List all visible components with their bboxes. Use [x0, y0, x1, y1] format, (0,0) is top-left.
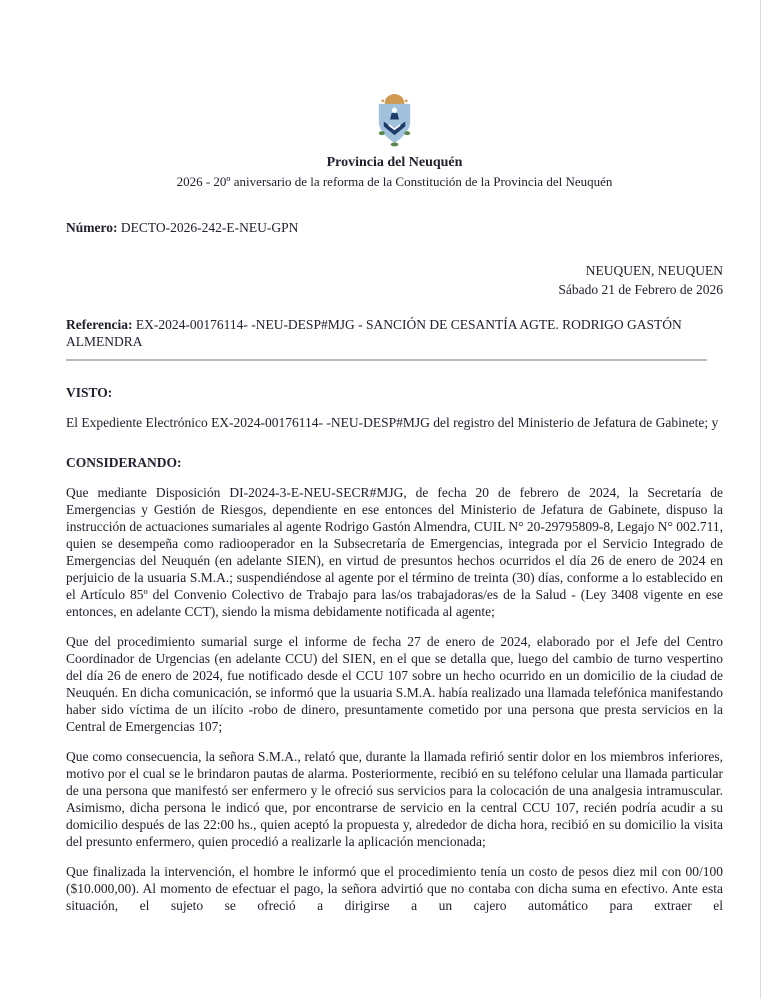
numero-value: DECTO-2026-242-E-NEU-GPN: [120, 220, 299, 235]
date-line: Sábado 21 de Febrero de 2026: [558, 282, 723, 297]
considerando-paragraph-3: Que como consecuencia, la señora S.M.A., relató que, durante la llamada refirió sentir dolor en los miembros inferiores, motivo por el cual se le brindaron pautas de alarma. Posteriormente, recibió en su teléfono celular una llamada particular de una persona que manifestó ser enfermero y le ofreció sus servicios para la colocación de una analgesia intramuscular. Asimismo, dicha persona le indicó que, por encontrarse de servicio en la central CCU 107, recién podría acudir a su domicilio después de las 22:00 hs., quien aceptó la propuesta y, alrededor de dicha hora, recibió en su domicilio la visita del presunto enfermero, quien procedió a realizarle la aplicación mencionada;: [66, 749, 723, 849]
considerando-paragraph-1: Que mediante Disposición DI-2024-3-E-NEU-SECR#MJG, de fecha 20 de febrero de 2024, la Secretaría de Emergencias y Gestión de Riesgos, dependiente en ese entonces del Ministerio de Jefatura de Gabinete, dispuso la instrucción de actuaciones sumariales al agente Rodrigo Gastón Almendra, CUIL N° 20-29795809-8, Legajo N° 002.711, quien se desempeña como radiooperador en la Subsecretaría de Emergencias, integrada por el Servicio Integrado de Emergencias del Neuquén (en adelante SIEN), en virtud de presuntos hechos ocurridos el día 26 de enero de 2024 en perjuicio de la usuaria S.M.A.; suspendiéndose al agente por el término de treinta (30) días, conforme a lo establecido en el Artículo 85º del Convenio Colectivo de Trabajo para las/os trabajadoras/es de la Salud - (Ley 3408 vigente en ese entonces, en adelante CCT), siendo la misma debidamente notificada al agente;: [66, 485, 723, 619]
place-line: NEUQUEN, NEUQUEN: [585, 263, 723, 278]
document-header: [66, 90, 723, 189]
province-title: Provincia del Neuquén: [326, 155, 463, 170]
anniversary-tagline: 2026 - 20º aniversario de la reforma de la Constitución de la Provincia del Neuquén: [176, 174, 613, 189]
referencia-line: [66, 316, 723, 350]
referencia-value: EX-2024-00176114- -NEU-DESP#MJG - SANCIÓN DE CESANTÍA AGTE. RODRIGO GASTÓN ALMENDRA: [66, 317, 682, 349]
place-date-block: [66, 261, 723, 299]
referencia-label: Referencia:: [66, 317, 133, 332]
numero-label: Número:: [66, 220, 118, 235]
considerando-paragraph-4: Que finalizada la intervención, el hombre le informó que el procedimiento tenía un costo de pesos diez mil con 00/100 ($10.000,00). Al momento de efectuar el pago, la señora advirtió que no contaba con dicha suma en efectivo. Ante esta situación, el sujeto se ofreció a dirigirse a un cajero automático para extraer el: [66, 864, 723, 913]
considerando-heading: CONSIDERANDO:: [66, 455, 182, 470]
considerando-paragraph-2: Que del procedimiento sumarial surge el informe de fecha 27 de enero de 2024, elaborado por el Jefe del Centro Coordinador de Urgencias (en adelante CCU) del SIEN, en el que se detalla que, luego del cambio de turno vespertino del día 26 de enero de 2024, fue notificado desde el CCU 107 sobre un hecho ocurrido en un domicilio de la ciudad de Neuquén. En dicha comunicación, se informó que la usuaria S.M.A. había realizado una llamada telefónica manifestando haber sido víctima de un ilícito -robo de dinero, presuntamente cometido por una persona que presta servicios en la Central de Emergencias 107;: [66, 634, 723, 734]
provincia-neuquen-coat-of-arms-icon: [371, 90, 418, 147]
visto-paragraph: El Expediente Electrónico EX-2024-00176114- -NEU-DESP#MJG del registro del Ministerio de Jefatura de Gabinete; y: [66, 415, 719, 430]
referencia-divider: [66, 359, 707, 361]
page-right-edge-line: [760, 0, 761, 999]
visto-heading: VISTO:: [66, 385, 113, 400]
document-number-line: [66, 219, 723, 236]
